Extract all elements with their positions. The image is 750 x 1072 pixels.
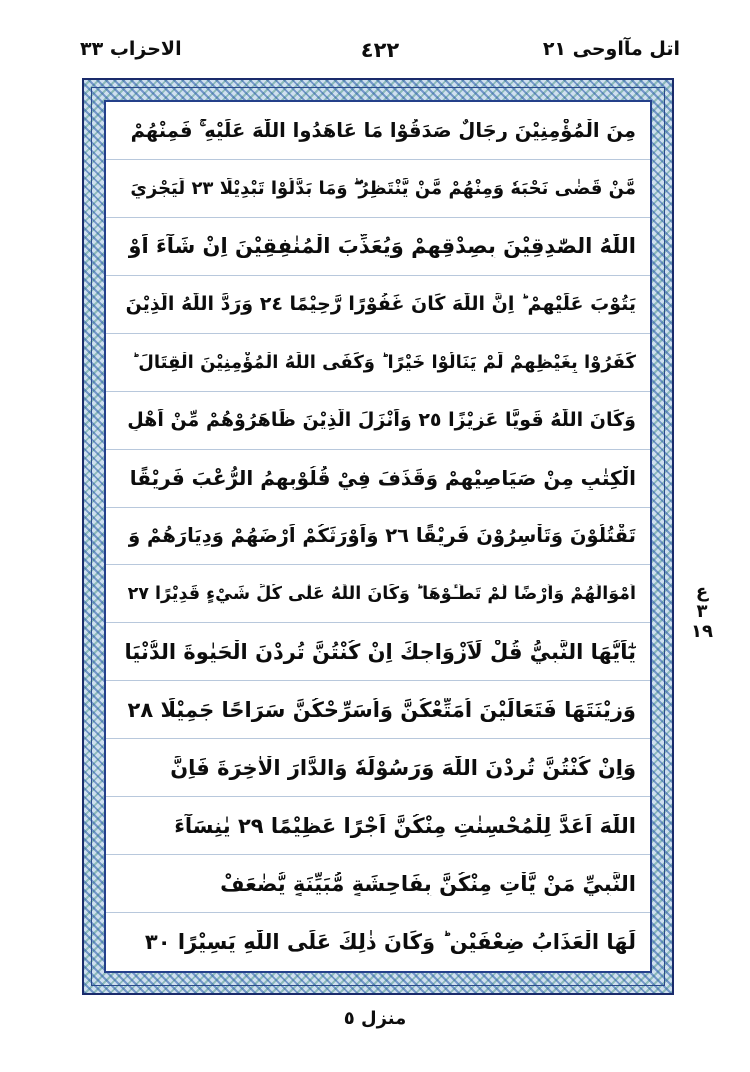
verse-line-text: تَقْتُلُوْنَ وَتَاْسِرُوْنَ فَرِيْقًا ٢٦ وَاَوْرَثَكُمْ اَرْضَهُمْ وَدِيَارَهُمْ وَ	[128, 524, 636, 548]
verse-line-text: اللّٰهُ الصّٰدِقِيْنَ بِصِدْقِهِمْ وَيُعَذِّبَ الْمُنٰفِقِيْنَ اِنْ شَآءَ اَوْ	[128, 234, 636, 259]
verse-line	[106, 450, 650, 508]
verse-line-text: مَّنْ قَضٰى نَحْبَهٗ وَمِنْهُمْ مَّنْ يَّنْتَظِرُ ۖ وَمَا بَدَّلُوْا تَبْدِيْلًا ٢٣ لِّيَجْزِيَ	[130, 177, 636, 199]
verse-line	[106, 218, 650, 276]
ruku-marker-number: ٣	[696, 601, 708, 622]
verse-line	[106, 565, 650, 623]
verse-line	[106, 797, 650, 855]
verse-line-text: يٰٓاَيُّهَا النَّبِيُّ قُلْ لِّاَزْوَاجِكَ اِنْ كُنْتُنَّ تُرِدْنَ الْحَيٰوةَ الدُّنْيَا	[124, 639, 636, 664]
verse-line	[106, 276, 650, 334]
ruku-marker-letter: ع	[695, 581, 709, 602]
quran-text-panel	[104, 100, 652, 973]
verse-line	[106, 392, 650, 450]
verse-line-text: مِنَ الْمُؤْمِنِيْنَ رِجَالٌ صَدَقُوْا مَا عَاهَدُوا اللّٰهَ عَلَيْهِ ۚ فَمِنْهُمْ	[130, 118, 636, 142]
verse-line	[106, 855, 650, 913]
verse-line-text: يَتُوْبَ عَلَيْهِمْ ؕ اِنَّ اللّٰهَ كَانَ غَفُوْرًا رَّحِيْمًا ٢٤ وَرَدَّ اللّٰهُ الَّذِيْنَ	[125, 293, 636, 316]
verse-line-text: الْكِتٰبِ مِنْ صَيَاصِيْهِمْ وَقَذَفَ فِيْ قُلُوْبِهِمُ الرُّعْبَ فَرِيْقًا	[129, 466, 636, 491]
verse-line	[106, 508, 650, 566]
verse-line-text: اَمْوَالَهُمْ وَاَرْضًا لَّمْ تَطَـُٔوْهَا ؕ وَكَانَ اللّٰهُ عَلٰى كُلِّ شَيْءٍ قَدِيْرًا ٢٧	[127, 583, 636, 604]
ruku-marker-count: ١٩	[691, 621, 713, 642]
verse-line-text: كَفَرُوْا بِغَيْظِهِمْ لَمْ يَنَالُوْا خَيْرًا ؕ وَكَفَى اللّٰهُ الْمُؤْمِنِيْنَ الْقِتَالَ ؕ	[131, 351, 636, 373]
verse-line-text: النَّبِيِّ مَنْ يَّاْتِ مِنْكُنَّ بِفَاحِشَةٍ مُّبَيِّنَةٍ يُّضٰعَفْ	[220, 871, 636, 896]
verse-line	[106, 334, 650, 392]
verse-line	[106, 102, 650, 160]
verse-line-text: وَزِيْنَتَهَا فَتَعَالَيْنَ اُمَتِّعْكُنَّ وَاُسَرِّحْكُنَّ سَرَاحًا جَمِيْلًا ٢٨	[127, 697, 636, 722]
para-name: اتل مآاوحی ٢١	[542, 38, 680, 60]
verse-line	[106, 681, 650, 739]
verse-line-text: لَهَا الْعَذَابُ ضِعْفَيْنِ ؕ وَكَانَ ذٰلِكَ عَلَى اللّٰهِ يَسِيْرًا ٣٠	[144, 930, 636, 955]
surah-name: الاحزاب ٣٣	[80, 38, 182, 60]
ornamental-border	[82, 78, 674, 995]
verse-line	[106, 739, 650, 797]
ruku-marker	[682, 582, 722, 642]
verse-line-text: وَاِنْ كُنْتُنَّ تُرِدْنَ اللّٰهَ وَرَسُوْلَهٗ وَالدَّارَ الْاٰخِرَةَ فَاِنَّ	[170, 755, 636, 780]
manzil-footer: منزل ٥	[343, 1008, 407, 1029]
verse-line	[106, 160, 650, 218]
verse-line	[106, 913, 650, 971]
verse-line	[106, 623, 650, 681]
page-header	[80, 38, 680, 78]
verse-line-text: اللّٰهَ اَعَدَّ لِلْمُحْسِنٰتِ مِنْكُنَّ اَجْرًا عَظِيْمًا ٢٩ يٰنِسَآءَ	[174, 813, 636, 838]
page-number: ٤٢٢	[360, 38, 400, 62]
verse-line-text: وَكَانَ اللّٰهُ قَوِيًّا عَزِيْزًا ٢٥ وَاَنْزَلَ الَّذِيْنَ ظَاهَرُوْهُمْ مِّنْ اَهْلِ	[127, 409, 636, 432]
